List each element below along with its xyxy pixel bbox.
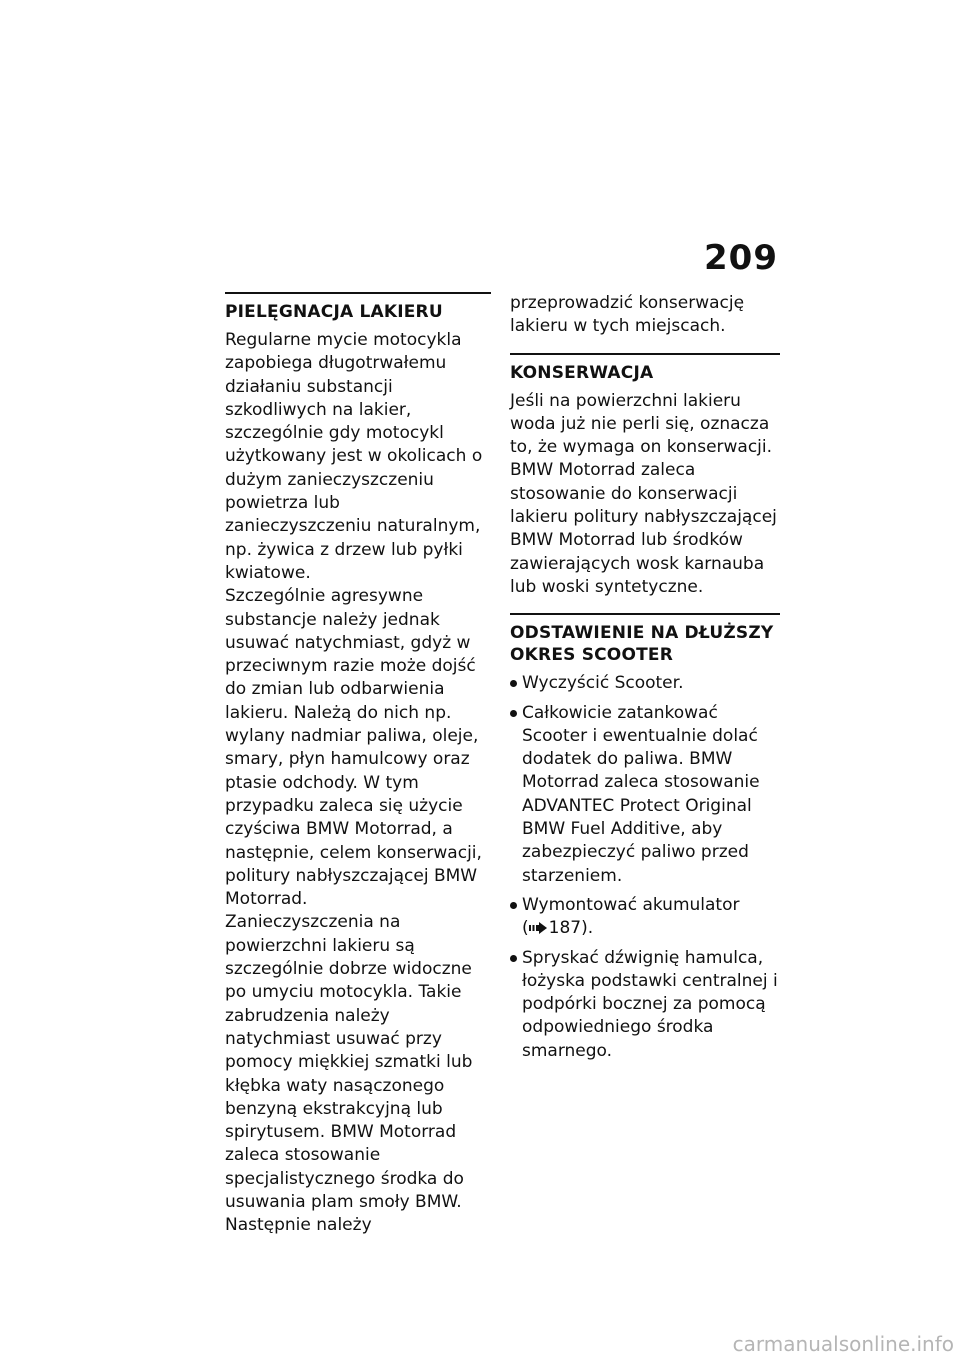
right-column (510, 292, 780, 1069)
page-number: 209 (704, 238, 778, 278)
list-item (510, 672, 780, 695)
paragraph-continuation: przeprowadzić konserwację lakieru w tych miejscach. (510, 293, 745, 337)
xref-close: ). (581, 918, 594, 939)
paragraph: Szczególnie agresywne substancje należy jednak usuwać natychmiast, gdyż w przeciwnym razie może dojść do zmian lub odbarwienia lakieru. Należą do nich np. wylany nadmiar paliwa, oleje, smary, płyn hamulcowy oraz ptasie odchody. W tym przypadku zaleca się użycie czyściwa BMW Motorrad, a następnie, celem konserwacji, politury nabłyszczającej BMW Motorrad. (225, 586, 482, 910)
xref-page: 187 (548, 918, 582, 939)
paragraph: Zanieczyszczenia na powierzchni lakieru są szczególnie dobrze widoczne po umyciu motocykla. Takie zabrudzenia należy natychmiast usuwać przy pomocy miękkiej szmatki lub kłębka waty nasączonego benzyną ekstrakcyjną lub spirytusem. BMW Motorrad zaleca stosowanie specjalistycznego środka do usuwania plam smoły BMW. Następnie należy (225, 912, 473, 1236)
left-column (225, 292, 491, 1238)
section-heading-preservation: KONSERWACJA (510, 353, 780, 384)
list-item-text: Wymontować akumulator (522, 894, 740, 915)
list-item-text: Wyczyścić Scooter. (522, 673, 684, 694)
list-item-text: Spryskać dźwignię hamulca, łożyska podstawki centralnej i podpórki bocznej za pomocą odpowiedniego środka smarnego. (522, 947, 778, 1061)
xref-open: ( (522, 918, 529, 939)
storage-steps-list (510, 672, 780, 1063)
list-item (510, 702, 780, 888)
section-heading-paint-care: PIELĘGNACJA LAKIERU (225, 292, 491, 323)
list-item (510, 947, 780, 1063)
section-heading-storage: ODSTAWIENIE NA DŁUŻSZY OKRES SCOOTER (510, 613, 780, 666)
paragraph: Jeśli na powierzchni lakieru woda już nie perli się, oznacza to, że wymaga on konserwacji. BMW Motorrad zaleca stosowanie do konserwacji lakieru politury nabłyszczającej BMW Motorrad lub środków zawierających wosk karnauba lub woski syntetyczne. (510, 390, 777, 597)
paragraph: Regularne mycie motocykla zapobiega długotrwałemu działaniu substancji szkodliwych na lakier, szczególnie gdy motocykl użytkowany jest w okolicach o dużym zanieczyszczeniu powietrza lub zanieczyszczeniu naturalnym, np. żywica z drzew lub pyłki kwiatowe. (225, 330, 483, 583)
page-reference[interactable] (522, 918, 593, 938)
watermark-logo: carmanualsonline.info (732, 1332, 954, 1356)
list-item-text: Całkowicie zatankować Scooter i ewentualnie dolać dodatek do paliwa. BMW Motorrad zaleca stosowanie ADVANTEC Protect Original BMW Fuel Additive, aby zabezpieczyć paliwo przed starzeniem. (522, 702, 760, 886)
list-item (510, 894, 780, 941)
arrow-right-icon (529, 922, 547, 934)
